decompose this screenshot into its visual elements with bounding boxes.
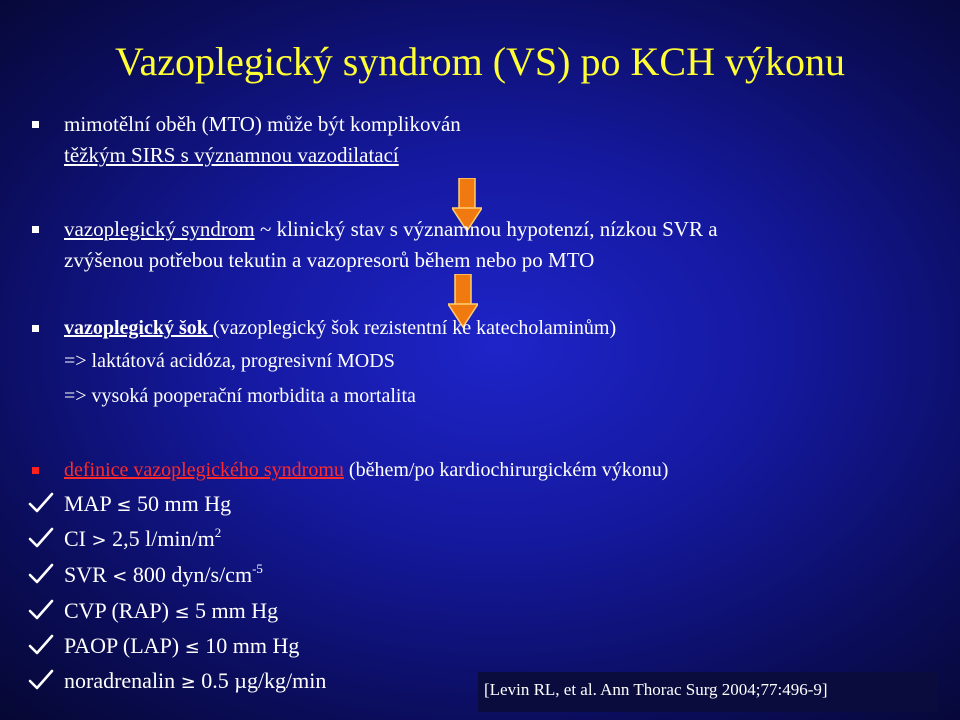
slide-title: Vazoplegický syndrom (VS) po KCH výkonu	[115, 39, 845, 84]
criterion-unit-exponent: 2	[214, 525, 222, 540]
block1-line2: těžkým SIRS s významnou vazodilatací	[64, 143, 399, 167]
criterion-value: 10 mm Hg	[199, 633, 300, 658]
criterion-item	[64, 490, 231, 520]
square-bullet-icon	[32, 121, 39, 128]
criterion-relation: ≤	[116, 495, 132, 516]
block2-line1-rest: klinický stav s významnou hypotenzí, nízkou SVR a	[271, 217, 718, 241]
criterion-relation: >	[91, 530, 107, 551]
criterion-unit-exponent: -5	[252, 561, 263, 576]
checkmark-icon	[28, 598, 54, 622]
criterion-parameter: PAOP (LAP)	[64, 633, 185, 658]
vazoplegic-shock-term: vazoplegický šok	[64, 317, 213, 339]
definition-term: definice vazoplegického syndromu	[64, 459, 344, 481]
criterion-item	[64, 667, 326, 697]
criterion-value: 50 mm Hg	[131, 491, 232, 516]
square-bullet-icon	[32, 325, 39, 332]
criterion-parameter: CVP (RAP)	[64, 598, 175, 623]
criterion-value: 2,5 l/min/m	[106, 526, 215, 551]
block3-line2: => laktátová acidóza, progresivní MODS	[64, 350, 395, 372]
criterion-parameter: MAP	[64, 491, 117, 516]
citation: [Levin RL, et al. Ann Thorac Surg 2004;77:496-9]	[484, 680, 828, 699]
criterion-relation: <	[112, 566, 128, 587]
checkmark-icon	[28, 562, 54, 586]
checkmark-icon	[28, 526, 54, 550]
block3-line3: => vysoká pooperační morbidita a mortalita	[64, 385, 416, 407]
tilde-symbol: ~	[259, 217, 272, 241]
block3-line1	[64, 316, 616, 340]
criterion-parameter: noradrenalin	[64, 668, 181, 693]
criterion-item	[64, 561, 263, 592]
checkmark-icon	[28, 491, 54, 515]
block4-line1-rest: (během/po kardiochirurgickém výkonu)	[343, 459, 669, 481]
criterion-value: 5 mm Hg	[189, 598, 279, 623]
block2-line1	[64, 217, 718, 241]
block1-line1: mimotělní oběh (MTO) může být komplikován	[64, 112, 461, 136]
criterion-item	[64, 632, 299, 662]
criterion-value: 0.5 µg/kg/min	[195, 668, 327, 693]
vazoplegic-syndrome-term: vazoplegický syndrom	[64, 217, 255, 241]
square-bullet-icon	[32, 467, 39, 474]
block3-line1-rest: (vazoplegický šok rezistentní ke katecholaminům)	[212, 317, 617, 339]
block4-line1	[64, 458, 668, 482]
block2-line2: zvýšenou potřebou tekutin a vazopresorů během nebo po MTO	[64, 248, 595, 272]
criterion-relation: ≤	[174, 602, 190, 623]
criterion-relation: ≤	[184, 637, 200, 658]
criterion-value: 800 dyn/s/cm	[127, 562, 253, 587]
criterion-parameter: CI	[64, 526, 92, 551]
criterion-parameter: SVR	[64, 562, 113, 587]
criterion-item	[64, 525, 221, 556]
criterion-item	[64, 597, 278, 627]
square-bullet-icon	[32, 226, 39, 233]
criterion-relation: ≥	[180, 672, 196, 693]
checkmark-icon	[28, 668, 54, 692]
checkmark-icon	[28, 633, 54, 657]
